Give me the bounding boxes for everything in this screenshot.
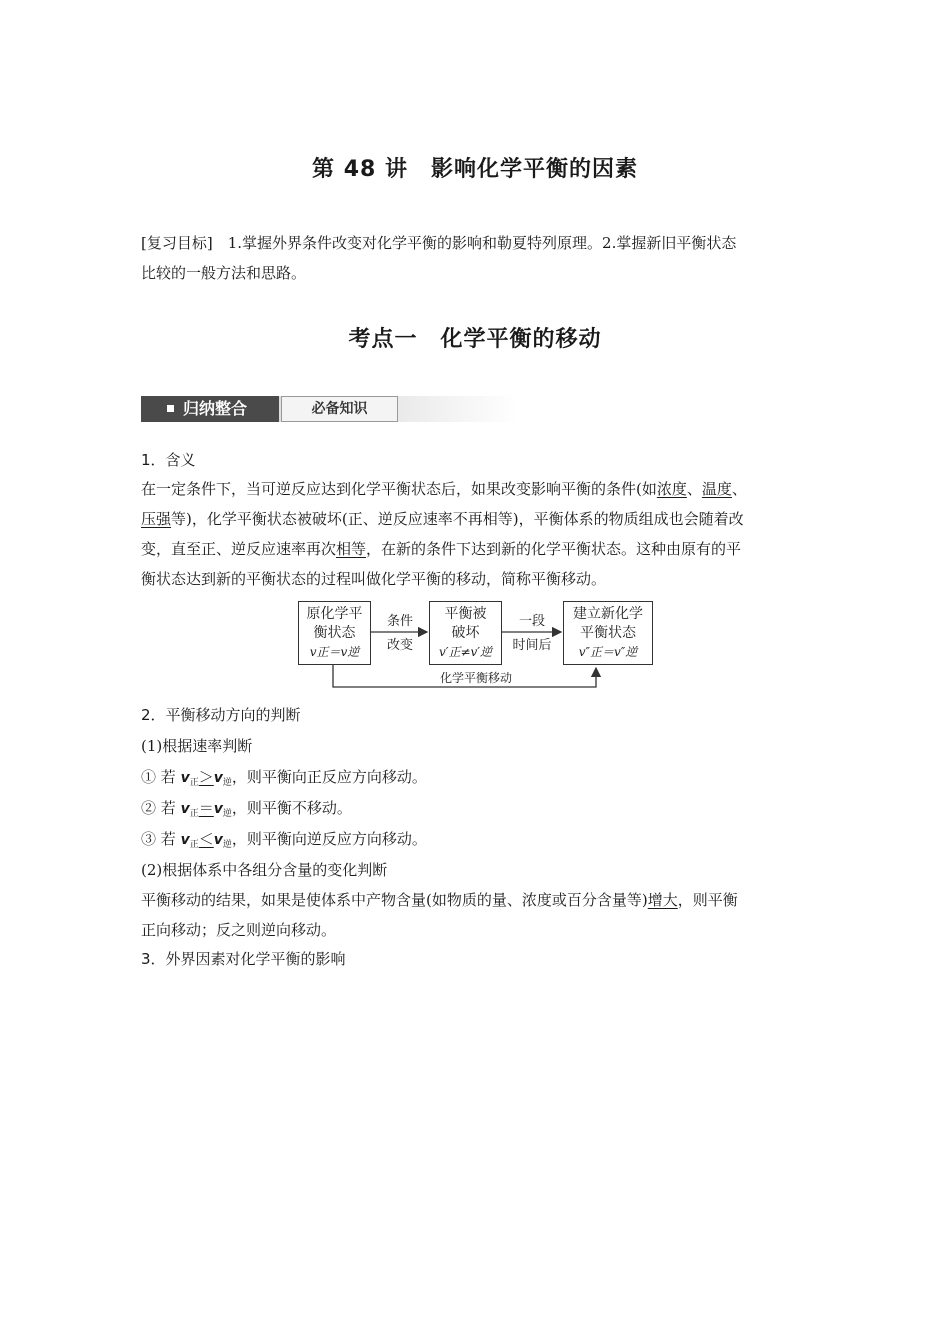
text: 、 [731,480,747,498]
text: 平衡移动的结果，如果是使体系中产物含量(如物质的量、浓度或百分含量等) [141,891,648,909]
subscript-reverse: 逆 [222,809,232,819]
content-line-2: 正向移动；反之则逆向移动。 [141,921,337,939]
box-text: 平衡被 [444,606,487,622]
box-text: 衡状态 [313,625,356,641]
subscript-reverse: 逆 [222,840,232,850]
case-reverse [141,828,427,850]
banner-light-tab: 必备知识 [281,396,398,422]
content-line-1 [141,885,813,915]
box-equation: v″正＝v″逆 [578,645,638,659]
underline-pressure: 压强 [141,510,172,528]
section-title: 考点一 化学平衡的移动 [348,327,602,352]
symbol-v: v [213,832,223,848]
case-forward [141,766,427,788]
subscript-forward: 正 [189,840,199,850]
page-title: 第 48 讲 影响化学平衡的因素 [312,157,638,182]
text: ，则平衡向逆反应方向移动。 [231,830,427,848]
sub-rate: (1)根据速率判断 [141,737,253,755]
symbol-v: v [180,801,190,817]
square-bullet-icon [167,405,174,412]
review-objectives [141,228,813,288]
heading-direction: 2．平衡移动方向的判断 [141,706,301,724]
text: ，则平衡 [677,891,738,909]
underline-operator: ＞ [198,768,214,786]
text: ，则平衡向正反应方向移动。 [231,768,427,786]
text: ② 若 [141,799,176,817]
meaning-paragraph [141,474,813,594]
case-no-shift [141,797,352,819]
review-line2: 比较的一般方法和思路。 [141,264,307,282]
box-equilibrium-broken [429,601,502,665]
subscript-forward: 正 [189,778,199,788]
text: ，在新的条件下达到新的化学平衡状态。这种由原有的平 [366,540,742,558]
underline-operator: ＜ [198,830,214,848]
arrow2-top-label: 一段 [518,614,545,629]
subscript-forward: 正 [189,809,199,819]
text: ① 若 [141,768,176,786]
symbol-v: v [180,770,190,786]
box-text: 建立新化学 [573,606,643,622]
text: 、 [686,480,702,498]
text: 在一定条件下，当可逆反应达到化学平衡状态后，如果改变影响平衡的条件(如 [141,480,657,498]
box-new-equilibrium [563,601,653,665]
underline-concentration: 浓度 [656,480,687,498]
bottom-arrow-label: 化学平衡移动 [439,671,512,685]
banner-dark-tab [141,396,279,422]
banner-dark-label: 归纳整合 [183,399,248,418]
equilibrium-shift-diagram [296,600,656,692]
review-label: [复习目标] [141,234,213,252]
content-paragraph [141,885,813,945]
underline-temperature: 温度 [701,480,732,498]
subscript-reverse: 逆 [222,778,232,788]
text: ③ 若 [141,830,176,848]
arrow2-bottom-label: 时间后 [512,638,552,653]
arrow1-top-label: 条件 [386,614,413,629]
box-text: 破坏 [451,625,480,641]
meaning-line-1 [141,474,813,504]
box-text: 平衡状态 [580,625,636,641]
text: ，则平衡不移动。 [231,799,352,817]
symbol-v: v [213,801,223,817]
sub-content: (2)根据体系中各组分含量的变化判断 [141,861,388,879]
heading-meaning: 1．含义 [141,451,196,469]
box-equation: v正＝v逆 [309,645,360,659]
text: 变，直至正、逆反应速率再次 [141,540,337,558]
underline-increase: 增大 [647,891,678,909]
symbol-v: v [180,832,190,848]
text: 等)，化学平衡状态被破坏(正、逆反应速率不再相等)，平衡体系的物质组成也会随着改 [171,510,744,528]
box-equation: v′正≠v′逆 [438,645,493,659]
box-text: 原化学平 [306,606,363,622]
meaning-line-2 [141,504,813,534]
heading-external-factors: 3．外界因素对化学平衡的影响 [141,950,346,968]
box-original-equilibrium [298,601,371,665]
arrow1-bottom-label: 改变 [386,638,413,653]
meaning-line-4: 衡状态达到新的平衡状态的过程叫做化学平衡的移动，简称平衡移动。 [141,570,607,588]
underline-operator: ＝ [198,799,214,817]
meaning-line-3 [141,534,813,564]
review-line1: 1.掌握外界条件改变对化学平衡的影响和勒夏特列原理。2.掌握新旧平衡状态 [212,234,737,252]
underline-equal: 相等 [336,540,367,558]
section-banner [141,396,517,426]
symbol-v: v [213,770,223,786]
